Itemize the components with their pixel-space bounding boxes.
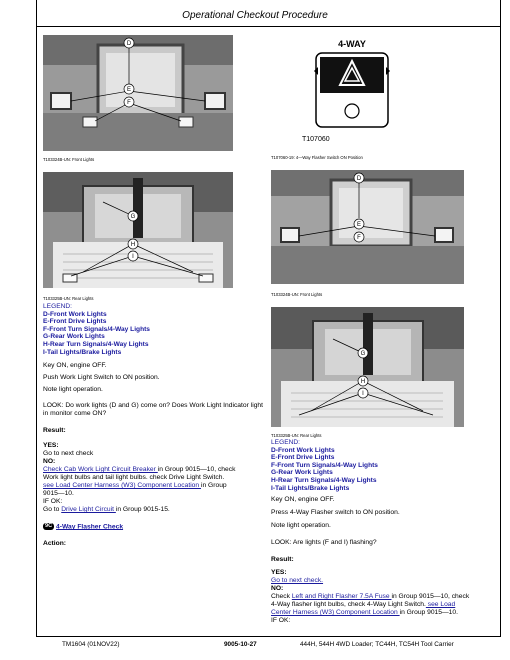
step-press-flasher: Press 4-Way Flasher switch to ON position. [271, 509, 400, 516]
front-lights-caption-2: T103324B-UN: Front Lights [271, 292, 323, 297]
left-no-line4: 9015—10. [43, 490, 74, 497]
left-no-line2: Work light bulbs and tail light bulbs. check Drive Light Switch. [43, 474, 225, 481]
cab-work-light-breaker-link[interactable]: Check Cab Work Light Circuit Breaker [43, 466, 158, 473]
footer-rule [36, 636, 501, 637]
page-frame-left [36, 0, 37, 636]
footer-tm-number: TM1604 (01NOV22) [62, 641, 120, 648]
legend-item: I-Tail Lights/Brake Lights [43, 348, 122, 356]
left-result-label: Result: [43, 427, 66, 434]
callout-d-2: D [356, 176, 362, 182]
go-to-next-check-link[interactable]: Go to next check. [271, 577, 324, 584]
front-lights-photo-2 [271, 170, 464, 284]
front-lights-photo [43, 35, 233, 151]
rear-lights-photo [43, 172, 233, 288]
legend-item: I-Tail Lights/Brake Lights [271, 484, 350, 492]
legend-item: F-Front Turn Signals/4-Way Lights [271, 461, 378, 469]
rear-lights-photo-2 [271, 307, 464, 427]
section-header [43, 523, 123, 532]
right-look: LOOK: Are lights (F and I) flashing? [271, 539, 377, 546]
legend-item: G-Rear Work Lights [271, 469, 333, 477]
callout-e: E [126, 87, 132, 93]
left-no-label: NO: [43, 458, 56, 465]
right-no-line2-pre: 4-Way flasher light bulbs, check 4-Way Light Switch. [271, 601, 426, 608]
callout-h: H [130, 242, 136, 248]
rear-lights-caption-2: T103325B-UN: Rear Lights [271, 433, 322, 438]
step-key-on-2: Key ON, engine OFF. [271, 496, 335, 503]
left-goto-pre: Go to [43, 506, 62, 513]
left-yes-label: YES: [43, 442, 59, 449]
flasher-header: 4-WAY [338, 39, 366, 49]
step-key-on: Key ON, engine OFF. [43, 362, 107, 369]
step-work-light-switch: Push Work Light Switch to ON position. [43, 374, 160, 381]
step-note-operation-2: Note light operation. [271, 522, 331, 529]
legend-title: LEGEND: [271, 439, 300, 446]
see-load-link[interactable]: see Load [425, 601, 456, 608]
right-no-line3 [271, 609, 458, 618]
legend-item: E-Front Drive Lights [271, 454, 335, 462]
callout-h-2: H [360, 379, 366, 385]
footer-page-number: 9005-10-27 [224, 641, 257, 648]
callout-e-2: E [356, 222, 362, 228]
flasher-ref: T107060 [302, 136, 330, 143]
callout-g-2: G [360, 351, 366, 357]
legend-item: D-Front Work Lights [271, 446, 335, 454]
legend-item: H-Rear Turn Signals/4-Way Lights [271, 476, 377, 484]
right-no-line1-rest: in Group 9015—10, check [391, 593, 470, 600]
callout-i-2: I [362, 391, 364, 397]
legend-item: G-Rear Work Lights [43, 333, 105, 341]
load-center-harness-link[interactable]: see Load Center Harness (W3) Component Location [43, 482, 201, 489]
flasher-switch-figure [300, 35, 400, 145]
legend-item: H-Rear Turn Signals/4-Way Lights [43, 340, 149, 348]
page-frame-right [500, 0, 501, 636]
header-rule [36, 26, 501, 27]
left-goto-line [43, 506, 170, 515]
right-result-label: Result: [271, 556, 294, 563]
legend-title: LEGEND: [43, 303, 72, 310]
flasher-fuse-link[interactable]: Left and Right Flasher 7.5A Fuse [291, 593, 392, 600]
page-title: Operational Checkout Procedure [182, 10, 328, 21]
legend-item: D-Front Work Lights [43, 310, 107, 318]
center-harness-link[interactable]: Center Harness (W3) Component Location [271, 609, 400, 616]
left-yes-text: Go to next check [43, 450, 94, 457]
callout-i: I [132, 254, 134, 260]
legend-item: E-Front Drive Lights [43, 318, 107, 326]
right-no-line3-rest: in Group 9015—10. [399, 609, 458, 616]
step-note-operation: Note light operation. [43, 386, 103, 393]
left-no-line1-rest: in Group 9015—10, check [157, 466, 236, 473]
left-ifok: IF OK: [43, 498, 63, 505]
left-no-line3-rest: in Group [200, 482, 227, 489]
section-badge: 9C [45, 523, 53, 529]
right-yes-label: YES: [271, 569, 287, 576]
callout-d: D [126, 41, 132, 47]
left-legend [43, 303, 150, 356]
flasher-switch-caption: T107060-19: 4—Way Flasher Switch ON Position [271, 155, 363, 160]
right-no-line1-pre: Check [271, 593, 292, 600]
rear-lights-caption: T103325B-UN: Rear Lights [43, 296, 94, 301]
action-label: Action: [43, 540, 67, 547]
right-ifok: IF OK: [271, 617, 291, 624]
right-no-label: NO: [271, 585, 284, 592]
left-look: LOOK: Do work lights (D and G) come on? Does Work Light Indicator light in monitor come ON? [43, 402, 263, 418]
left-goto-post: in Group 9015-15. [115, 506, 170, 513]
drive-light-circuit-link[interactable]: Drive Light Circuit [61, 506, 116, 513]
footer-model-list: 444H, 544H 4WD Loader; TC44H, TC54H Tool Carrier [300, 641, 454, 648]
section-title-link[interactable]: 4-Way Flasher Check [56, 523, 124, 531]
callout-f: F [127, 100, 131, 106]
callout-g: G [130, 214, 136, 220]
callout-f-2: F [357, 235, 361, 241]
legend-item: F-Front Turn Signals/4-Way Lights [43, 325, 150, 333]
right-legend [271, 439, 378, 492]
front-lights-caption: T103324B-UN: Front Lights [43, 157, 95, 162]
